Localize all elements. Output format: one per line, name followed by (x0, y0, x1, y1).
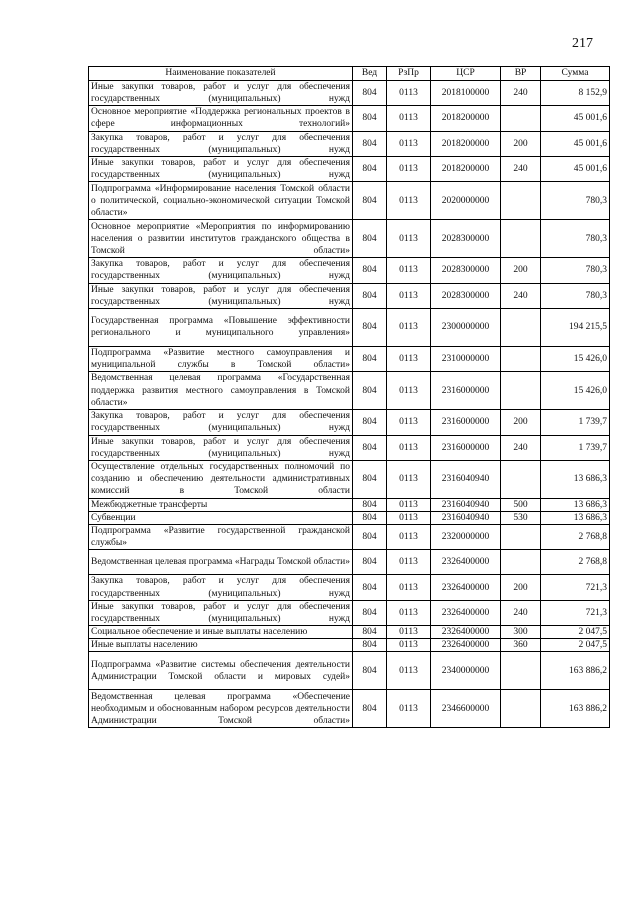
table-row (89, 258, 610, 283)
cell-name: Закупка товаров, работ и услуг для обеспечения государственных (муниципальных) нужд (89, 131, 353, 156)
table-row (89, 652, 610, 690)
table-row (89, 308, 610, 346)
cell-csr: 2028300000 (431, 220, 501, 258)
cell-sum: 1 739,7 (541, 435, 610, 460)
cell-csr: 2316000000 (431, 435, 501, 460)
table-row (89, 346, 610, 371)
cell-sum: 780,3 (541, 283, 610, 308)
cell-vr (501, 346, 541, 371)
cell-rzpr: 0113 (387, 131, 431, 156)
cell-ved: 804 (353, 550, 387, 575)
cell-sum: 163 886,2 (541, 652, 610, 690)
table-row (89, 106, 610, 131)
cell-name: Межбюджетные трансферты (89, 498, 353, 511)
cell-csr: 2346600000 (431, 690, 501, 728)
cell-vr: 240 (501, 435, 541, 460)
cell-name: Ведомственная целевая программа «Награды Томской области» (89, 550, 353, 575)
cell-sum: 2 768,8 (541, 525, 610, 550)
table-row (89, 639, 610, 652)
cell-vr: 240 (501, 81, 541, 106)
cell-ved: 804 (353, 690, 387, 728)
cell-ved: 804 (353, 308, 387, 346)
cell-csr: 2028300000 (431, 258, 501, 283)
cell-vr (501, 308, 541, 346)
cell-vr: 200 (501, 258, 541, 283)
cell-sum: 45 001,6 (541, 131, 610, 156)
cell-sum: 13 686,3 (541, 460, 610, 498)
cell-vr (501, 652, 541, 690)
cell-csr: 2018100000 (431, 81, 501, 106)
cell-rzpr: 0113 (387, 525, 431, 550)
cell-rzpr: 0113 (387, 283, 431, 308)
table-row (89, 435, 610, 460)
cell-rzpr: 0113 (387, 308, 431, 346)
cell-sum: 45 001,6 (541, 156, 610, 181)
header-vr: ВР (501, 67, 541, 81)
cell-csr: 2316000000 (431, 372, 501, 410)
cell-vr: 530 (501, 511, 541, 524)
cell-vr (501, 220, 541, 258)
cell-rzpr: 0113 (387, 460, 431, 498)
cell-name: Иные закупки товаров, работ и услуг для обеспечения государственных (муниципальных) нужд (89, 81, 353, 106)
cell-ved: 804 (353, 639, 387, 652)
cell-name: Подпрограмма «Развитие местного самоуправления и муниципальной службы в Томской области» (89, 346, 353, 371)
cell-sum: 721,3 (541, 600, 610, 625)
cell-name: Закупка товаров, работ и услуг для обеспечения государственных (муниципальных) нужд (89, 575, 353, 600)
cell-rzpr: 0113 (387, 258, 431, 283)
cell-name: Закупка товаров, работ и услуг для обеспечения государственных (муниципальных) нужд (89, 410, 353, 435)
cell-rzpr: 0113 (387, 498, 431, 511)
cell-ved: 804 (353, 410, 387, 435)
cell-rzpr: 0113 (387, 106, 431, 131)
cell-vr (501, 550, 541, 575)
cell-vr: 200 (501, 410, 541, 435)
cell-vr: 360 (501, 639, 541, 652)
table-row (89, 550, 610, 575)
cell-csr: 2020000000 (431, 182, 501, 220)
cell-csr: 2320000000 (431, 525, 501, 550)
cell-sum: 780,3 (541, 220, 610, 258)
table-row (89, 511, 610, 524)
table-row (89, 410, 610, 435)
cell-rzpr: 0113 (387, 690, 431, 728)
cell-vr (501, 690, 541, 728)
table-row (89, 690, 610, 728)
cell-vr (501, 372, 541, 410)
table-row (89, 131, 610, 156)
cell-csr: 2316040940 (431, 511, 501, 524)
table-row (89, 156, 610, 181)
cell-csr: 2326400000 (431, 639, 501, 652)
cell-ved: 804 (353, 575, 387, 600)
cell-sum: 2 768,8 (541, 550, 610, 575)
cell-vr: 200 (501, 131, 541, 156)
cell-vr: 240 (501, 600, 541, 625)
cell-csr: 2310000000 (431, 346, 501, 371)
cell-rzpr: 0113 (387, 220, 431, 258)
cell-name: Иные выплаты населению (89, 639, 353, 652)
budget-table (88, 66, 610, 728)
cell-csr: 2018200000 (431, 131, 501, 156)
cell-ved: 804 (353, 81, 387, 106)
cell-ved: 804 (353, 258, 387, 283)
cell-ved: 804 (353, 498, 387, 511)
table-row (89, 575, 610, 600)
cell-sum: 721,3 (541, 575, 610, 600)
cell-rzpr: 0113 (387, 652, 431, 690)
cell-name: Социальное обеспечение и иные выплаты населению (89, 626, 353, 639)
cell-vr (501, 182, 541, 220)
cell-rzpr: 0113 (387, 410, 431, 435)
cell-vr: 240 (501, 156, 541, 181)
cell-rzpr: 0113 (387, 346, 431, 371)
page-number: 217 (572, 36, 593, 51)
cell-ved: 804 (353, 652, 387, 690)
cell-ved: 804 (353, 525, 387, 550)
cell-ved: 804 (353, 372, 387, 410)
cell-vr: 300 (501, 626, 541, 639)
table-row (89, 283, 610, 308)
cell-sum: 780,3 (541, 258, 610, 283)
cell-name: Подпрограмма «Информирование населения Томской области о политической, социально-экономической ситуации Томской области» (89, 182, 353, 220)
header-csr: ЦСР (431, 67, 501, 81)
table-row (89, 220, 610, 258)
cell-name: Иные закупки товаров, работ и услуг для обеспечения государственных (муниципальных) нужд (89, 435, 353, 460)
table-row (89, 498, 610, 511)
cell-csr: 2028300000 (431, 283, 501, 308)
table-row (89, 626, 610, 639)
table-body (89, 81, 610, 728)
cell-ved: 804 (353, 626, 387, 639)
cell-ved: 804 (353, 106, 387, 131)
cell-csr: 2340000000 (431, 652, 501, 690)
header-rzpr: РзПр (387, 67, 431, 81)
cell-name: Подпрограмма «Развитие системы обеспечения деятельности Администрации Томской области и мировых судей» (89, 652, 353, 690)
cell-ved: 804 (353, 600, 387, 625)
cell-sum: 194 215,5 (541, 308, 610, 346)
cell-csr: 2300000000 (431, 308, 501, 346)
cell-sum: 2 047,5 (541, 639, 610, 652)
cell-ved: 804 (353, 435, 387, 460)
cell-ved: 804 (353, 283, 387, 308)
cell-name: Иные закупки товаров, работ и услуг для обеспечения государственных (муниципальных) нужд (89, 283, 353, 308)
cell-name: Основное мероприятие «Мероприятия по информированию населения о развитии институтов гражданского общества в Томской области» (89, 220, 353, 258)
cell-rzpr: 0113 (387, 626, 431, 639)
cell-sum: 1 739,7 (541, 410, 610, 435)
table-row (89, 600, 610, 625)
cell-csr: 2326400000 (431, 575, 501, 600)
cell-csr: 2326400000 (431, 600, 501, 625)
cell-vr: 500 (501, 498, 541, 511)
cell-sum: 15 426,0 (541, 346, 610, 371)
cell-rzpr: 0113 (387, 372, 431, 410)
cell-rzpr: 0113 (387, 435, 431, 460)
cell-rzpr: 0113 (387, 600, 431, 625)
cell-rzpr: 0113 (387, 575, 431, 600)
table-header (89, 67, 610, 81)
cell-name: Государственная программа «Повышение эффективности регионального и муниципального управления» (89, 308, 353, 346)
table-row (89, 182, 610, 220)
cell-name: Ведомственная целевая программа «Государственная поддержка развития местного самоуправления в Томской области» (89, 372, 353, 410)
header-sum: Сумма (541, 67, 610, 81)
cell-rzpr: 0113 (387, 550, 431, 575)
cell-vr: 200 (501, 575, 541, 600)
cell-csr: 2316040940 (431, 460, 501, 498)
cell-ved: 804 (353, 220, 387, 258)
cell-sum: 780,3 (541, 182, 610, 220)
header-ved: Вед (353, 67, 387, 81)
cell-csr: 2316000000 (431, 410, 501, 435)
cell-csr: 2018200000 (431, 106, 501, 131)
cell-name: Иные закупки товаров, работ и услуг для обеспечения государственных (муниципальных) нужд (89, 600, 353, 625)
cell-vr (501, 525, 541, 550)
cell-sum: 13 686,3 (541, 498, 610, 511)
cell-ved: 804 (353, 346, 387, 371)
cell-sum: 13 686,3 (541, 511, 610, 524)
cell-sum: 15 426,0 (541, 372, 610, 410)
cell-csr: 2316040940 (431, 498, 501, 511)
cell-sum: 2 047,5 (541, 626, 610, 639)
cell-rzpr: 0113 (387, 511, 431, 524)
cell-csr: 2326400000 (431, 626, 501, 639)
cell-vr (501, 460, 541, 498)
table-row (89, 525, 610, 550)
cell-vr: 240 (501, 283, 541, 308)
cell-ved: 804 (353, 156, 387, 181)
cell-ved: 804 (353, 511, 387, 524)
cell-name: Иные закупки товаров, работ и услуг для обеспечения государственных (муниципальных) нужд (89, 156, 353, 181)
cell-name: Закупка товаров, работ и услуг для обеспечения государственных (муниципальных) нужд (89, 258, 353, 283)
cell-name: Ведомственная целевая программа «Обеспечение необходимым и обоснованным набором ресурсов деятельности Администрации Томской области» (89, 690, 353, 728)
cell-name: Основное мероприятие «Поддержка региональных проектов в сфере информационных технологий» (89, 106, 353, 131)
cell-rzpr: 0113 (387, 182, 431, 220)
cell-sum: 8 152,9 (541, 81, 610, 106)
header-name: Наименование показателей (89, 67, 353, 81)
cell-vr (501, 106, 541, 131)
cell-rzpr: 0113 (387, 639, 431, 652)
cell-ved: 804 (353, 460, 387, 498)
cell-sum: 163 886,2 (541, 690, 610, 728)
cell-rzpr: 0113 (387, 156, 431, 181)
cell-sum: 45 001,6 (541, 106, 610, 131)
cell-ved: 804 (353, 182, 387, 220)
cell-name: Осуществление отдельных государственных полномочий по созданию и обеспечению деятельности административных комиссий в Томской области (89, 460, 353, 498)
cell-csr: 2326400000 (431, 550, 501, 575)
table-row (89, 372, 610, 410)
cell-rzpr: 0113 (387, 81, 431, 106)
table-row (89, 81, 610, 106)
table-row (89, 460, 610, 498)
cell-name: Подпрограмма «Развитие государственной гражданской службы» (89, 525, 353, 550)
cell-name: Субвенции (89, 511, 353, 524)
cell-ved: 804 (353, 131, 387, 156)
cell-csr: 2018200000 (431, 156, 501, 181)
header-row (89, 67, 610, 81)
